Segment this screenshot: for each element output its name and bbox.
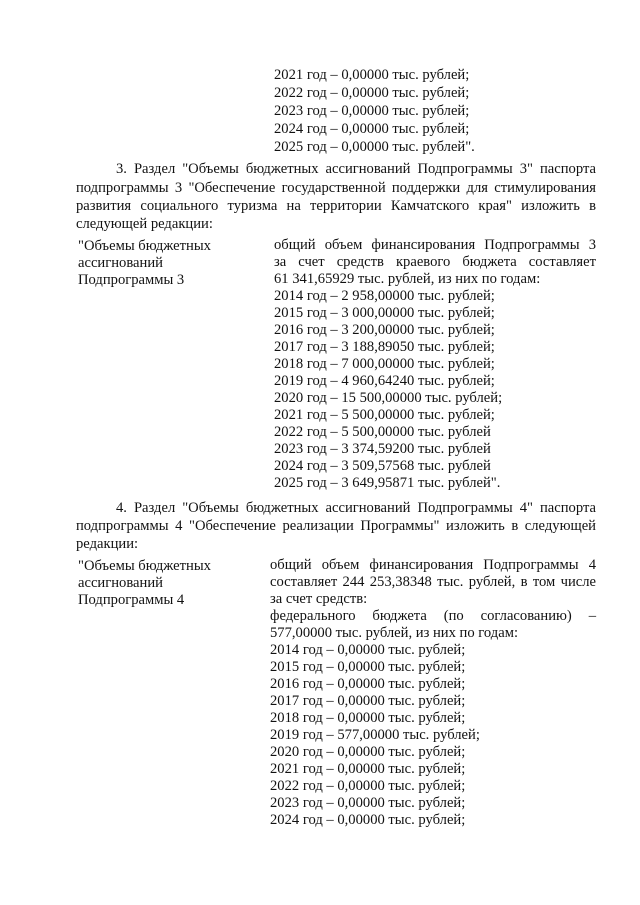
section3-content-line: 2021 год – 5 500,00000 тыс. рублей; — [274, 407, 495, 423]
section3-label-line: Подпрограммы 3 — [78, 272, 185, 288]
section4-intro-line: подпрограммы 4 "Обеспечение реализации Программы" изложить в следующей — [76, 518, 596, 534]
top-year-line: 2021 год – 0,00000 тыс. рублей; — [274, 67, 470, 83]
section4-content-line: федерального бюджета (по согласованию) – — [270, 608, 596, 624]
section4-content-line: 2019 год – 577,00000 тыс. рублей; — [270, 727, 480, 743]
section3-label-line: "Объемы бюджетных — [78, 238, 211, 254]
section3-content-line: 2014 год – 2 958,00000 тыс. рублей; — [274, 288, 495, 304]
section4-content-line: 2016 год – 0,00000 тыс. рублей; — [270, 676, 466, 692]
section3-intro-line: подпрограммы 3 "Обеспечение государственной поддержки для стимулирования — [76, 180, 596, 196]
section3-content-line: 2025 год – 3 649,95871 тыс. рублей". — [274, 475, 501, 491]
section4-content-line: общий объем финансирования Подпрограммы 4 — [270, 557, 596, 573]
section3-content-line: 2022 год – 5 500,00000 тыс. рублей — [274, 424, 491, 440]
section4-intro-line: 4. Раздел "Объемы бюджетных ассигнований Подпрограммы 4" паспорта — [116, 500, 596, 516]
section4-content-line: 2015 год – 0,00000 тыс. рублей; — [270, 659, 466, 675]
section4-intro-line: редакции: — [76, 536, 139, 552]
section4-content-line: составляет 244 253,38348 тыс. рублей, в том числе — [270, 574, 596, 590]
section3-intro-line: 3. Раздел "Объемы бюджетных ассигнований Подпрограммы 3" паспорта — [116, 161, 596, 177]
section3-intro-line: следующей редакции: — [76, 216, 213, 232]
section3-content-line: 2024 год – 3 509,57568 тыс. рублей — [274, 458, 491, 474]
section3-content-line: 2018 год – 7 000,00000 тыс. рублей; — [274, 356, 495, 372]
top-year-line: 2023 год – 0,00000 тыс. рублей; — [274, 103, 470, 119]
section3-intro-line: развития социального туризма на территории Камчатского края" изложить в — [76, 198, 596, 214]
top-year-line: 2025 год – 0,00000 тыс. рублей". — [274, 139, 475, 155]
section4-content-line: за счет средств: — [270, 591, 368, 607]
section4-label-line: "Объемы бюджетных — [78, 558, 211, 574]
section3-content-line: общий объем финансирования Подпрограммы 3 — [274, 237, 596, 253]
section3-content-line: 2020 год – 15 500,00000 тыс. рублей; — [274, 390, 503, 406]
section3-content-line: 2023 год – 3 374,59200 тыс. рублей — [274, 441, 491, 457]
section3-content-line: 2019 год – 4 960,64240 тыс. рублей; — [274, 373, 495, 389]
section4-content-line: 577,00000 тыс. рублей, из них по годам: — [270, 625, 519, 641]
section4-content-line: 2017 год – 0,00000 тыс. рублей; — [270, 693, 466, 709]
section4-content-line: 2024 год – 0,00000 тыс. рублей; — [270, 812, 466, 828]
section3-content-line: 2015 год – 3 000,00000 тыс. рублей; — [274, 305, 495, 321]
section4-content-line: 2014 год – 0,00000 тыс. рублей; — [270, 642, 466, 658]
section4-content-line: 2022 год – 0,00000 тыс. рублей; — [270, 778, 466, 794]
section4-content-line: 2021 год – 0,00000 тыс. рублей; — [270, 761, 466, 777]
top-year-line: 2024 год – 0,00000 тыс. рублей; — [274, 121, 470, 137]
section3-content-line: 61 341,65929 тыс. рублей, из них по годам: — [274, 271, 541, 287]
top-year-line: 2022 год – 0,00000 тыс. рублей; — [274, 85, 470, 101]
section4-label-line: ассигнований — [78, 575, 163, 591]
section3-label-line: ассигнований — [78, 255, 163, 271]
section3-content-line: 2016 год – 3 200,00000 тыс. рублей; — [274, 322, 495, 338]
section4-content-line: 2023 год – 0,00000 тыс. рублей; — [270, 795, 466, 811]
section3-content-line: 2017 год – 3 188,89050 тыс. рублей; — [274, 339, 495, 355]
section3-content-line: за счет средств краевого бюджета составляет — [274, 254, 596, 270]
section4-content-line: 2018 год – 0,00000 тыс. рублей; — [270, 710, 466, 726]
section4-label-line: Подпрограммы 4 — [78, 592, 185, 608]
section4-content-line: 2020 год – 0,00000 тыс. рублей; — [270, 744, 466, 760]
